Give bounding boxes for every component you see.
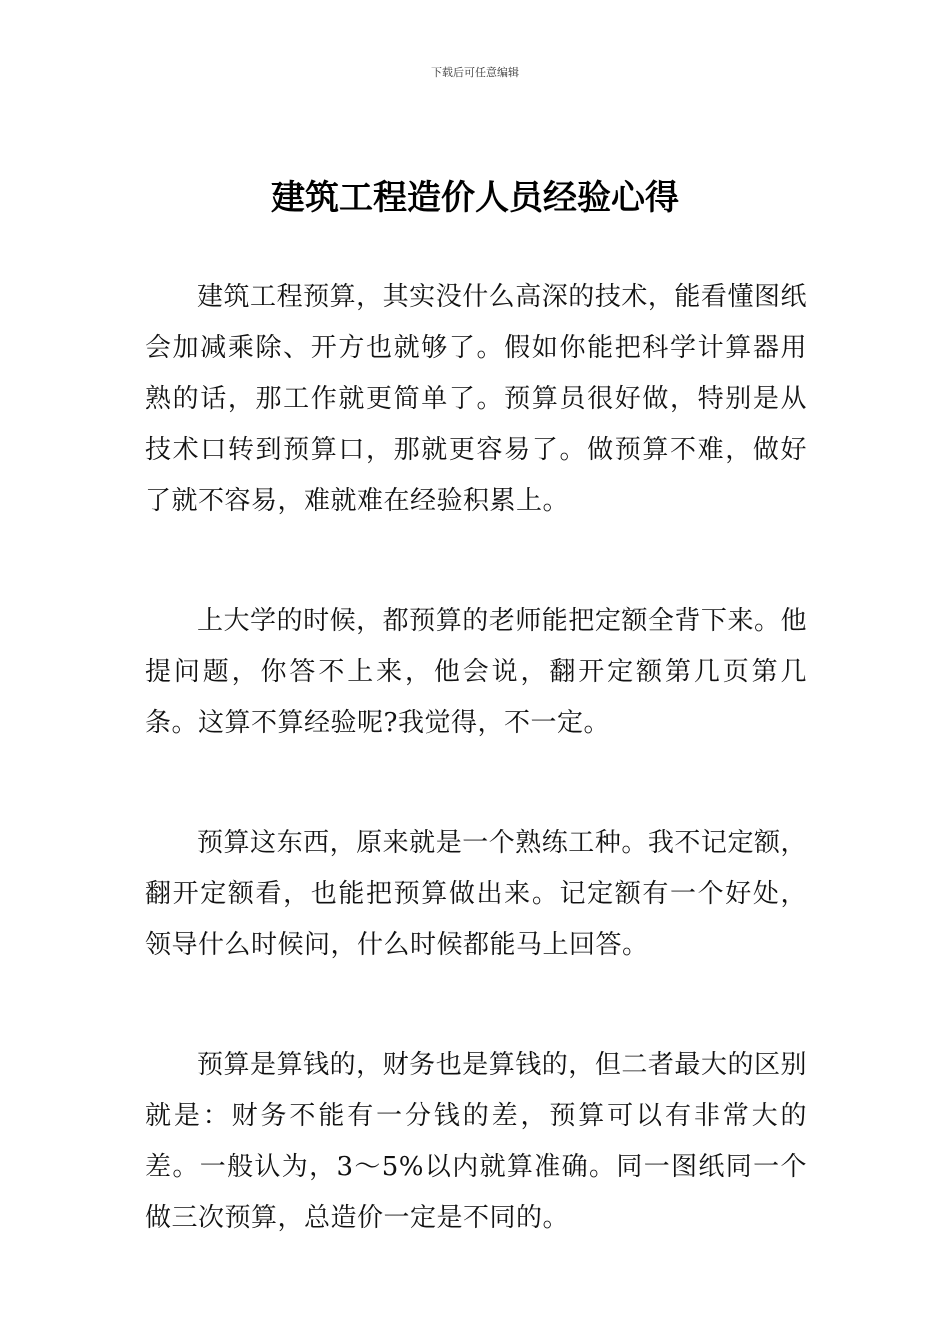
header-note: 下载后可任意编辑 bbox=[431, 66, 519, 79]
paragraph-3: 预算这东西，原来就是一个熟练工种。我不记定额，翻开定额看，也能把预算做出来。记定额有一个好处，领导什么时候问，什么时候都能马上回答。 bbox=[145, 828, 807, 960]
document-title: 建筑工程造价人员经验心得 bbox=[271, 178, 679, 218]
paragraph-2: 上大学的时候，都预算的老师能把定额全背下来。他提问题，你答不上来，他会说，翻开定额第几页第几条。这算不算经验呢?我觉得，不一定。 bbox=[145, 606, 807, 738]
paragraph-1: 建筑工程预算，其实没什么高深的技术，能看懂图纸会加减乘除、开方也就够了。假如你能把科学计算器用熟的话，那工作就更简单了。预算员很好做，特别是从技术口转到预算口，那就更容易了。做预算不难，做好了就不容易，难就难在经验积累上。 bbox=[145, 282, 807, 516]
paragraph-4: 预算是算钱的，财务也是算钱的，但二者最大的区别就是：财务不能有一分钱的差，预算可以有非常大的差。一般认为，3～5%以内就算准确。同一图纸同一个做三次预算，总造价一定是不同的。 bbox=[145, 1050, 807, 1233]
document-body bbox=[145, 272, 807, 1313]
